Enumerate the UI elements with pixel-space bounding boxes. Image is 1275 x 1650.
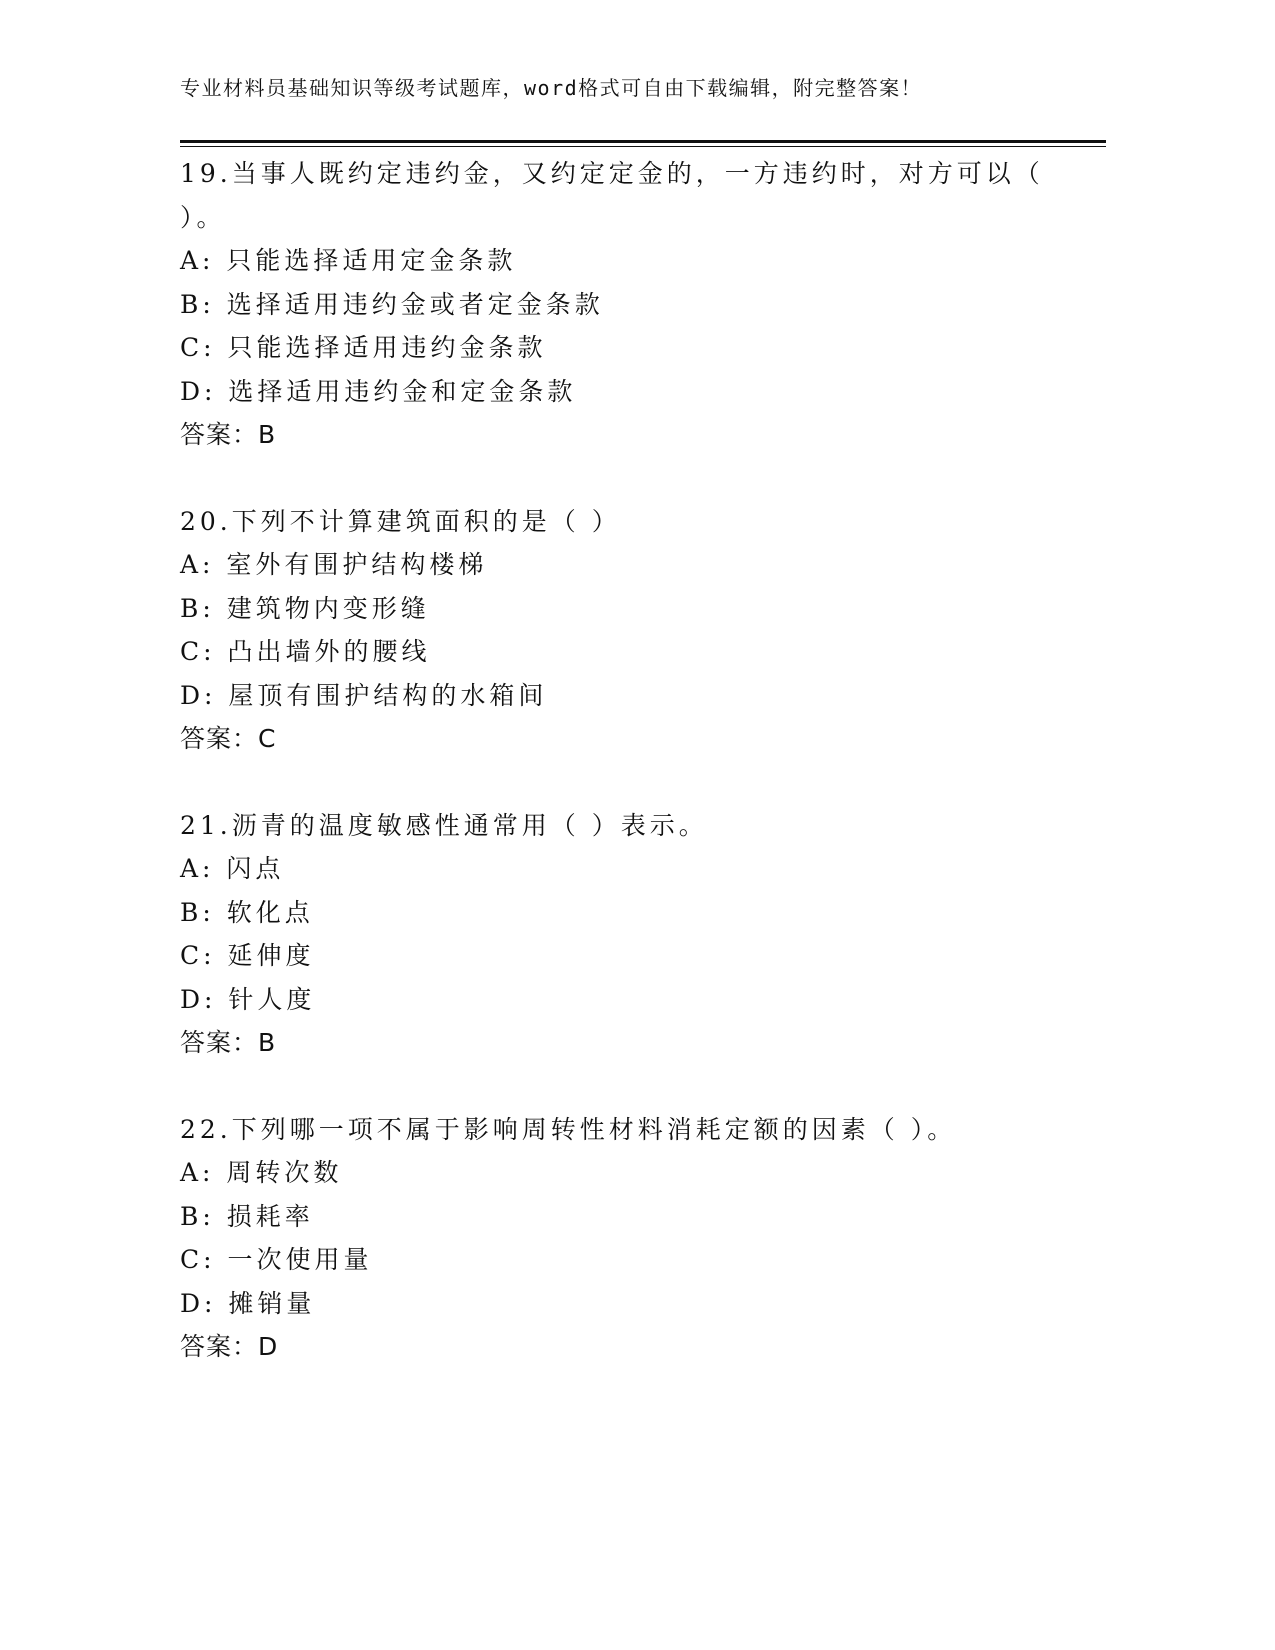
option-a: A: 室外有围护结构楼梯	[180, 550, 488, 579]
option-b: B: 建筑物内变形缝	[180, 593, 430, 623]
option-d: D: 选择适用违约金和定金条款	[180, 376, 577, 406]
question-stem: 20.下列不计算建筑面积的是（ ）	[180, 506, 621, 536]
answer: 答案：B	[180, 420, 277, 449]
answer: 答案：B	[180, 1028, 277, 1057]
answer: 答案：D	[180, 1332, 279, 1361]
header-divider-thin	[180, 146, 1106, 147]
header-divider-thick	[180, 140, 1106, 143]
question-stem	[180, 152, 1100, 239]
question-21	[180, 804, 1100, 1065]
answer: 答案：C	[180, 724, 277, 753]
question-stem-line: 19.当事人既约定违约金，又约定定金的，一方违约时，对方可以（	[180, 159, 1044, 188]
option-c: C: 延伸度	[180, 941, 315, 970]
option-a: A: 只能选择适用定金条款	[180, 246, 517, 275]
question-20	[180, 500, 1100, 761]
question-list	[180, 152, 1100, 1412]
option-b: B: 损耗率	[180, 1201, 314, 1231]
option-c: C: 只能选择适用违约金条款	[180, 333, 547, 362]
option-b: B: 选择适用违约金或者定金条款	[180, 289, 604, 319]
option-d: D: 摊销量	[180, 1288, 316, 1318]
option-d: D: 屋顶有围护结构的水箱间	[180, 680, 548, 710]
question-19	[180, 152, 1100, 457]
question-stem: 21.沥青的温度敏感性通常用（ ）表示。	[180, 810, 708, 840]
option-c: C: 一次使用量	[180, 1245, 373, 1274]
question-22	[180, 1108, 1100, 1369]
option-c: C: 凸出墙外的腰线	[180, 637, 431, 666]
question-stem: 22.下列哪一项不属于影响周转性材料消耗定额的因素（ ）。	[180, 1114, 957, 1144]
question-stem-line: ）。	[180, 202, 226, 232]
page-header: 专业材料员基础知识等级考试题库，word格式可自由下载编辑，附完整答案！	[180, 76, 923, 100]
option-a: A: 闪点	[180, 854, 285, 883]
option-a: A: 周转次数	[180, 1158, 343, 1187]
option-b: B: 软化点	[180, 897, 314, 927]
option-d: D: 针人度	[180, 984, 316, 1014]
